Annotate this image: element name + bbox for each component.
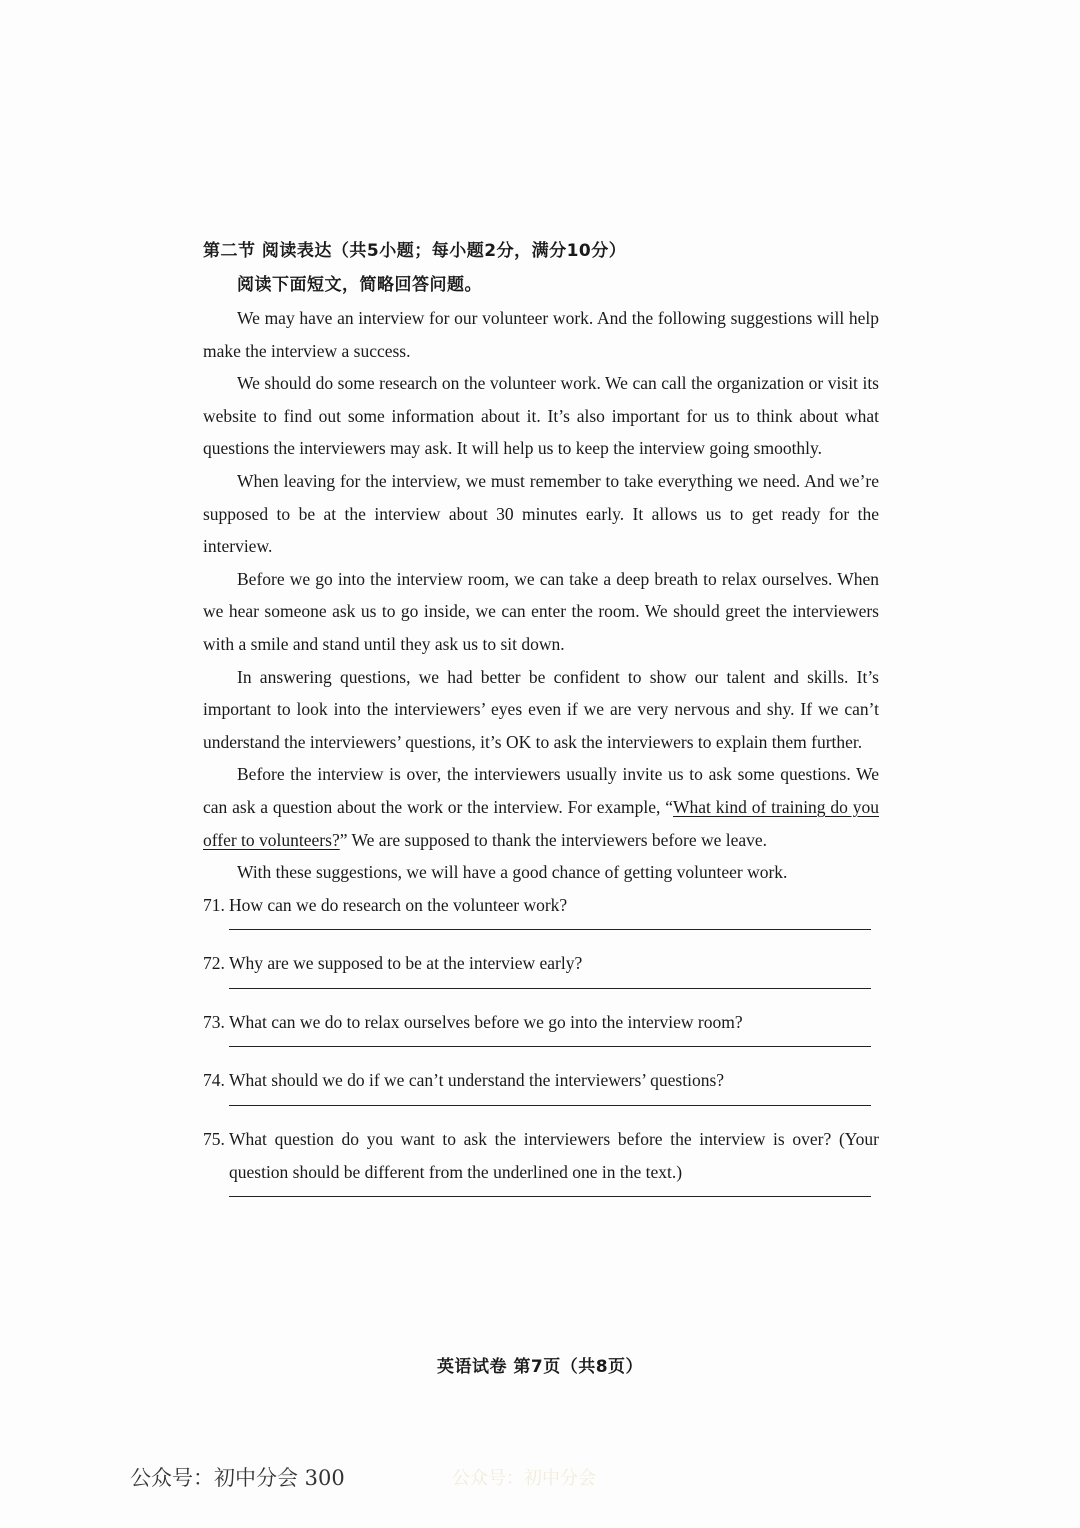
question-74 [203,1064,879,1097]
passage-paragraph-2: We should do some research on the volunteer work. We can call the organization or visit its website to find out some information about it. It’s also important for us to think about what questions the interviewers may ask. It will help us to keep the interview going smoothly. [203,373,879,459]
question-text: Why are we supposed to be at the interview early? [229,953,583,974]
passage-paragraph-7: With these suggestions, we will have a good chance of getting volunteer work. [237,862,788,883]
paragraph-6-start: Before the interview is over, the interviewers usually invite us to ask some questions. We can ask a question about the work or the interview. For example, “ [203,764,879,817]
answer-line-72[interactable] [229,988,871,989]
question-75 [203,1123,879,1188]
question-number: 71. [203,894,225,915]
faint-watermark-text: 公众号：初中分会 [452,1468,596,1489]
watermark-text: 公众号：初中分会 300 [130,1466,345,1490]
section-instruction: 阅读下面短文，简略回答问题。 [237,275,482,295]
answer-line-71[interactable] [229,929,871,930]
passage-paragraph-1: We may have an interview for our volunteer work. And the following suggestions will help make the interview a success. [203,308,879,361]
question-number: 75. [203,1129,225,1150]
question-number: 73. [203,1011,225,1032]
passage-paragraph-4: Before we go into the interview room, we can take a deep breath to relax ourselves. When we hear someone ask us to go inside, we can enter the room. We should greet the interviewers with a smile and stand until they ask us to sit down. [203,568,879,654]
question-73 [203,1006,879,1039]
question-text: What can we do to relax ourselves before we go into the interview room? [229,1011,743,1032]
question-list [203,889,879,1198]
answer-line-74[interactable] [229,1105,871,1106]
question-number: 74. [203,1070,225,1091]
passage-paragraph-5: In answering questions, we had better be confident to show our talent and skills. It’s important to look into the interviewers’ eyes even if we are very nervous and shy. If we can’t understand the interviewers’ questions, it’s OK to ask the interviewers to explain them further. [203,666,879,752]
page-footer: 英语试卷 第7页（共8页） [436,1357,644,1377]
question-number: 72. [203,953,225,974]
passage-paragraph-6 [203,758,879,856]
passage [203,302,879,889]
answer-line-73[interactable] [229,1046,871,1047]
section-heading: 第二节 阅读表达（共5小题；每小题2分，满分10分） [203,241,627,261]
passage-paragraph-3: When leaving for the interview, we must remember to take everything we need. And we’re supposed to be at the interview about 30 minutes early. It allows us to get ready for the interview. [203,470,879,557]
paragraph-6-end: ” We are supposed to thank the interviewers before we leave. [339,829,768,850]
question-text: What should we do if we can’t understand the interviewers’ questions? [229,1070,725,1091]
question-72 [203,947,879,980]
question-71 [203,889,879,922]
question-text: What question do you want to ask the interviewers before the interview is over? (Your question should be different from the underlined one in the text.) [229,1129,879,1182]
underlined-example-question: What kind of training do you offer to volunteers? [203,796,879,850]
answer-line-75[interactable] [229,1196,871,1197]
question-text: How can we do research on the volunteer work? [229,894,568,915]
reading-section [203,236,879,1214]
